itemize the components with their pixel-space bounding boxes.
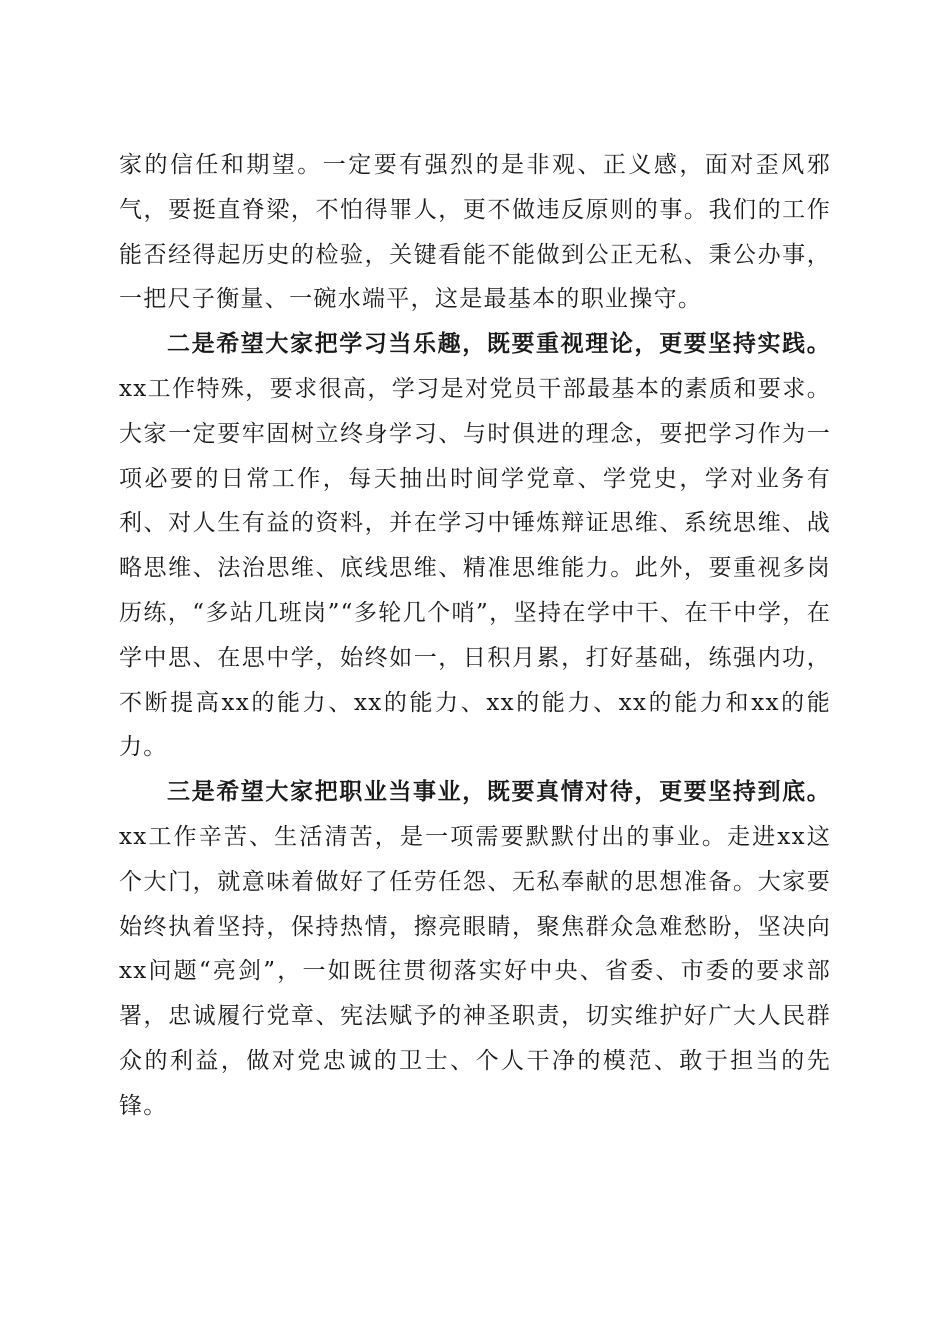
- document-body: [119, 143, 831, 1129]
- paragraph-lead: 三是希望大家把职业当事业，既要真情对待，更要坚持到底。: [167, 778, 831, 806]
- paragraph-study: [119, 322, 831, 770]
- paragraph-body: xx工作辛苦、生活清苦，是一项需要默默付出的事业。走进xx这个大门，就意味着做好了任劳任怨、无私奉献的思想准备。大家要始终执着坚持，保持热情，擦亮眼睛，聚焦群众急难愁盼，坚决向xx问题“亮剑”，一如既往贯彻落实好中央、省委、市委的要求部署，忠诚履行党章、宪法赋予的神圣职责，切实维护好广大人民群众的利益，做对党忠诚的卫士、个人干净的模范、敢于担当的先锋。: [119, 823, 831, 1119]
- paragraph-career: [119, 770, 831, 1128]
- paragraph-lead: 二是希望大家把学习当乐趣，既要重视理论，更要坚持实践。: [167, 330, 831, 358]
- paragraph-continuation: [119, 143, 831, 322]
- paragraph-body: 家的信任和期望。一定要有强烈的是非观、正义感，面对歪风邪气，要挺直脊梁，不怕得罪人，更不做违反原则的事。我们的工作能否经得起历史的检验，关键看能不能做到公正无私、秉公办事，一把尺子衡量、一碗水端平，这是最基本的职业操守。: [119, 152, 831, 313]
- paragraph-body: xx工作特殊，要求很高，学习是对党员干部最基本的素质和要求。大家一定要牢固树立终身学习、与时俱进的理念，要把学习作为一项必要的日常工作，每天抽出时间学党章、学党史，学对业务有利、对人生有益的资料，并在学习中锤炼辩证思维、系统思维、战略思维、法治思维、底线思维、精准思维能力。此外，要重视多岗历练，“多站几班岗”“多轮几个哨”，坚持在学中干、在干中学，在学中思、在思中学，始终如一，日积月累，打好基础，练强内功，不断提高xx的能力、xx的能力、xx的能力、xx的能力和xx的能力。: [119, 375, 831, 761]
